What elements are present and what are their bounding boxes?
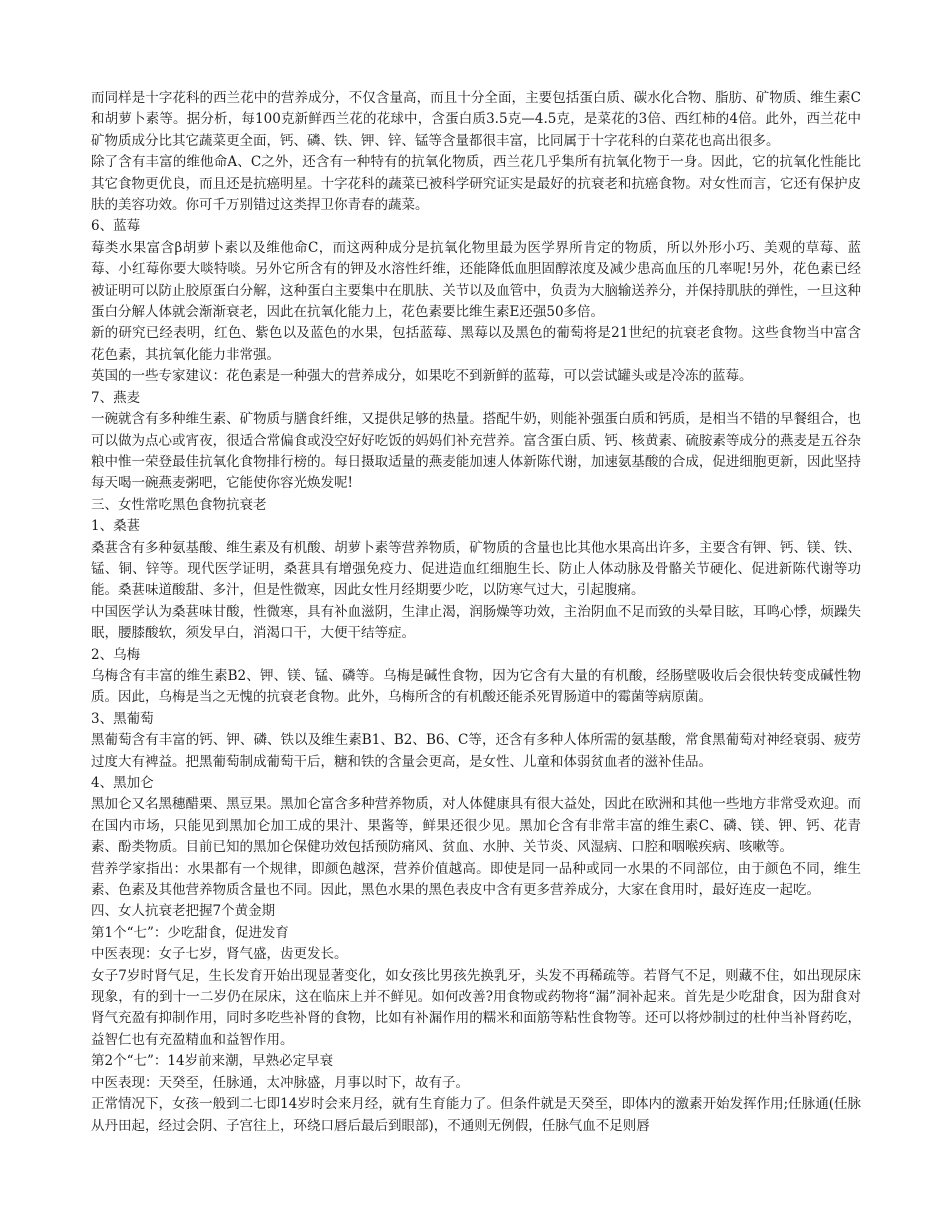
paragraph: 桑葚含有多种氨基酸、维生素及有机酸、胡萝卜素等营养物质，矿物质的含量也比其他水果高出许多，主要含有钾、钙、镁、铁、锰、铜、锌等。现代医学证明，桑葚具有增强免疫力、促进造血红细胞生长、防止人体动脉及骨骼关节硬化、促进新陈代谢等功能。桑葚味道酸甜、多汁，但是性微寒，因此女性月经期要少吃，以防寒气过大，引起腹痛。 [91, 539, 861, 599]
document-body [91, 88, 861, 1137]
paragraph: 中医表现：天癸至，任脉通，太冲脉盛，月事以时下，故有子。 [91, 1074, 469, 1091]
section-heading: 第1个“七”：少吃甜食，促进发育 [91, 924, 289, 941]
paragraph: 莓类水果富含β胡萝卜素以及维他命C，而这两种成分是抗氧化物里最为医学界所肯定的物质，所以外形小巧、美观的草莓、蓝莓、小红莓你要大啖特啖。另外它所含有的钾及水溶性纤维，还能降低血胆固醇浓度及减少患高血压的几率呢!另外，花色素已经被证明可以防止胶原蛋白分解，这种蛋白主要集中在肌肤、关节以及血管中，负责为大脑输送养分，并保持肌肤的弹性，一旦这种蛋白分解人体就会渐渐衰老，因此在抗氧化能力上，花色素要比维生素E还强50多倍。 [91, 239, 861, 321]
paragraph: 乌梅含有丰富的维生素B2、钾、镁、锰、磷等。乌梅是碱性食物，因为它含有大量的有机酸，经肠壁吸收后会很快转变成碱性物质。因此，乌梅是当之无愧的抗衰老食物。此外，乌梅所含的有机酸还能杀死胃肠道中的霉菌等病原菌。 [91, 667, 861, 706]
section-heading: 2、乌梅 [91, 646, 141, 663]
chapter-heading: 四、女人抗衰老把握7个黄金期 [91, 903, 276, 920]
section-heading: 第2个“七”：14岁前来潮，早熟必定早衰 [91, 1053, 334, 1070]
paragraph: 中国医学认为桑葚味甘酸，性微寒，具有补血滋阴，生津止渴，润肠燥等功效，主治阴血不足而致的头晕目眩，耳鸣心悸，烦躁失眠，腰膝酸软，须发早白，消渴口干，大便干结等症。 [91, 603, 861, 642]
paragraph: 而同样是十字花科的西兰花中的营养成分，不仅含量高，而且十分全面，主要包括蛋白质、碳水化合物、脂肪、矿物质、维生素C和胡萝卜素等。据分析，每100克新鲜西兰花的花球中，含蛋白质3.5克—4.5克，是菜花的3倍、西红柿的4倍。此外，西兰花中矿物质成分比其它蔬菜更全面，钙、磷、铁、钾、锌、锰等含量都很丰富，比同属于十字花科的白菜花也高出很多。 [91, 90, 861, 149]
paragraph: 中医表现：女子七岁，肾气盛，齿更发长。 [91, 946, 348, 963]
section-heading: 7、燕麦 [91, 389, 141, 406]
section-heading: 4、黑加仑 [91, 775, 154, 791]
paragraph: 一碗就含有多种维生素、矿物质与膳食纤维，又提供足够的热量。搭配牛奶，则能补强蛋白质和钙质，是相当不错的早餐组合，也可以做为点心或宵夜，很适合常偏食或没空好好吃饭的妈妈们补充营养。富含蛋白质、钙、核黄素、硫胺素等成分的燕麦是五谷杂粮中惟一荣登最佳抗氧化食物排行榜的。每日摄取适量的燕麦能加速人体新陈代谢，加速氨基酸的合成，促进细胞更新，因此坚持每天喝一碗燕麦粥吧，它能使你容光焕发呢! [91, 411, 861, 492]
paragraph: 黑加仑又名黑穗醋栗、黑豆果。黑加仑富含多种营养物质，对人体健康具有很大益处，因此在欧洲和其他一些地方非常受欢迎。而在国内市场，只能见到黑加仑加工成的果汁、果酱等，鲜果还很少见。黑加仑含有非常丰富的维生素C、磷、镁、钾、钙、花青素、酚类物质。目前已知的黑加仑保健功效包括预防痛风、贫血、水肿、关节炎、风湿病、口腔和咽喉疾病、咳嗽等。 [91, 796, 861, 856]
paragraph: 营养学家指出：水果都有一个规律，即颜色越深，营养价值越高。即使是同一品种或同一水果的不同部位，由于颜色不同，维生素、色素及其他营养物质含量也不同。因此，黑色水果的黑色表皮中含有更多营养成分，大家在食用时，最好连皮一起吃。 [91, 860, 861, 899]
paragraph: 英国的一些专家建议：花色素是一种强大的营养成分，如果吃不到新鲜的蓝莓，可以尝试罐头或是冷冻的蓝莓。 [91, 368, 753, 385]
section-heading: 6、蓝莓 [91, 218, 141, 235]
chapter-heading: 三、女性常吃黑色食物抗衰老 [91, 496, 267, 513]
paragraph: 女子7岁时肾气足，生长发育开始出现显著变化，如女孩比男孩先换乳牙，头发不再稀疏等。若肾气不足，则藏不住，如出现尿床现象，有的到十一二岁仍在尿床，这在临床上并不鲜见。如何改善?用食物或药物将“漏”洞补起来。首先是少吃甜食，因为甜食对肾气充盈有抑制作用，同时多吃些补肾的食物，比如有补漏作用的糯米和面筋等粘性食物等。还可以将炒制过的杜仲当补肾药吃，益智仁也有充盈精血和益智作用。 [91, 967, 861, 1048]
paragraph: 黑葡萄含有丰富的钙、钾、磷、铁以及维生素B1、B2、B6、C等，还含有多种人体所需的氨基酸，常食黑葡萄对神经衰弱、疲劳过度大有裨益。把黑葡萄制成葡萄干后，糖和铁的含量会更高，是女性、儿童和体弱贫血者的滋补佳品。 [91, 732, 861, 770]
paragraph: 新的研究已经表明，红色、紫色以及蓝色的水果，包括蓝莓、黑莓以及黑色的葡萄将是21世纪的抗衰老食物。这些食物当中富含花色素，其抗氧化能力非常强。 [91, 325, 861, 363]
section-heading: 3、黑葡萄 [91, 710, 154, 727]
paragraph: 除了含有丰富的维他命A、C之外，还含有一种特有的抗氧化物质，西兰花几乎集所有抗氧化物于一身。因此，它的抗氧化性能比其它食物更优良，而且还是抗癌明星。十字花科的蔬菜已被科学研究证实是最好的抗衰老和抗癌食物。对女性而言，它还有保护皮肤的美容功效。你可千万别错过这类捍卫你青春的蔬菜。 [91, 154, 861, 214]
section-heading: 1、桑葚 [91, 518, 141, 535]
paragraph: 正常情况下，女孩一般到二七即14岁时会来月经，就有生育能力了。但条件就是天癸至，即体内的激素开始发挥作用;任脉通(任脉从丹田起，经过会阴、子宫往上，环绕口唇后最后到眼部)，不通则无例假，任脉气血不足则唇 [91, 1096, 861, 1134]
